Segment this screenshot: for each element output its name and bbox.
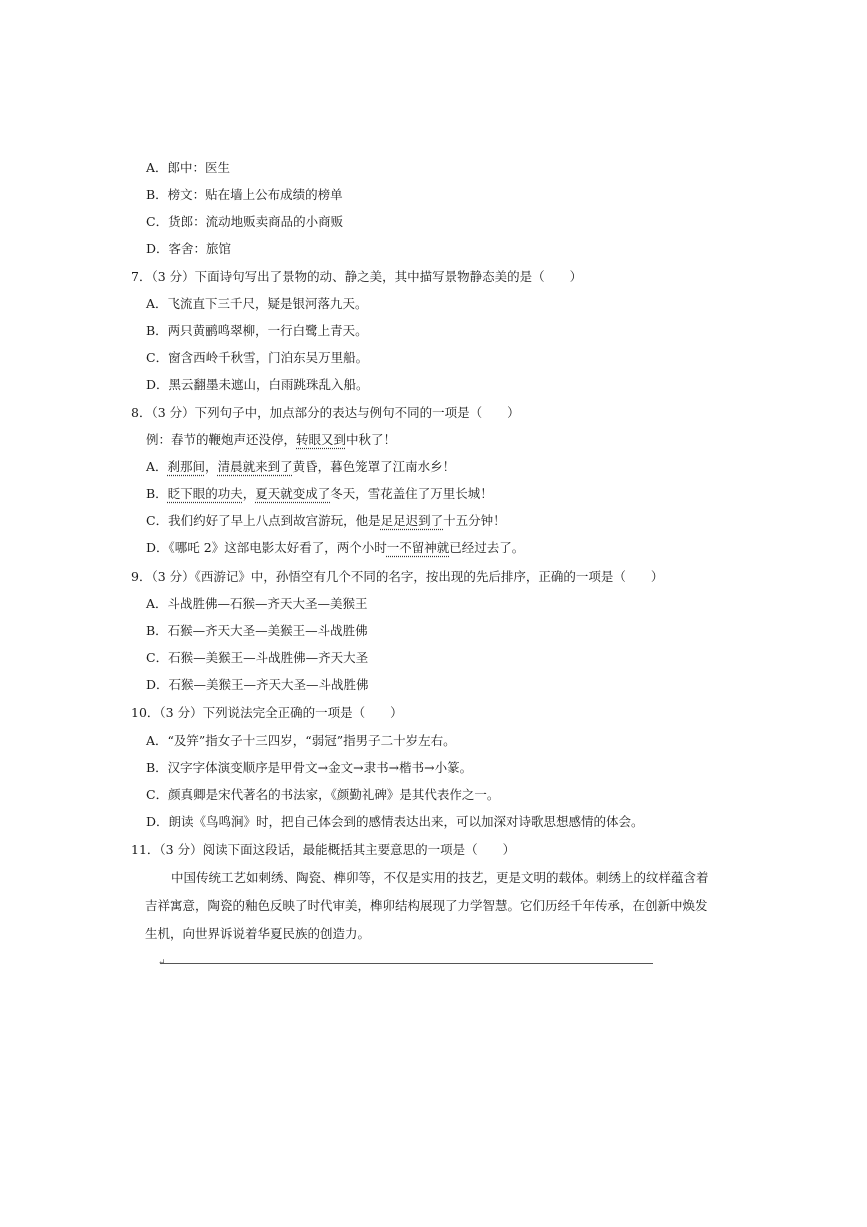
q8-option-c [146,513,506,529]
q8-option-b [146,486,493,502]
q8-option-c-prefix: C．我们约好了早上八点到故宫游玩，他是 [146,513,381,528]
q8-example-post: 中秋了！ [346,432,397,447]
q7-option-d: D．黑云翻墨未遮山，白雨跳珠乱入船。 [146,377,369,392]
q8-option-b-dotted-2: 夏天就变成了 [255,486,331,501]
q11-passage-line-2: 吉祥寓意，陶瓷的釉色反映了时代审美，榫卯结构展现了力学智慧。它们历经千年传承，在创新中焕发 [145,898,708,913]
q8-option-a-rest: 黄昏，暮色笼罩了江南水乡！ [292,459,456,474]
page-divider [160,963,653,964]
q9-option-b: B．石猴—齐天大圣—美猴王—斗战胜佛 [146,623,368,638]
q8-example-dotted: 转眼又到 [296,432,347,447]
q9-option-d: D．石猴—美猴王—齐天大圣—斗战胜佛 [146,677,369,692]
q11-passage-line-3: 生机，向世界诉说着华夏民族的创造力。 [145,926,371,941]
q7-option-c: C．窗含西岭千秋雪，门泊东吴万里船。 [146,350,369,365]
q7-stem: 7．（3 分）下面诗句写出了景物的动、静之美，其中描写景物静态美的是（ ） [131,269,583,284]
q10-option-c: C．颜真卿是宋代著名的书法家，《颜勤礼碑》是其代表作之一。 [146,787,500,802]
q9-option-c: C．石猴—美猴王—斗战胜佛—齐天大圣 [146,650,369,665]
q10-option-b: B．汉字字体演变顺序是甲骨文→金文→隶书→楷书→小篆。 [146,760,473,775]
q7-option-a: A．飞流直下三千尺，疑是银河落九天。 [146,296,368,311]
q11-stem: 11．（3 分）阅读下面这段话，最能概括其主要意思的一项是（ ） [131,842,516,857]
q8-option-d-prefix: D．《哪吒 2》这部电影太好看了，两个小时 [146,540,387,555]
q8-option-b-mid: ， [242,486,256,501]
q7-option-b: B．两只黄鹂鸣翠柳，一行白鹭上青天。 [146,323,368,338]
q8-stem: 8．（3 分）下列句子中，加点部分的表达与例句不同的一项是（ ） [131,405,520,420]
q8-option-d-rest: 已经过去了。 [449,540,525,555]
q8-option-a-dotted-2: 清晨就来到了 [217,459,293,474]
q8-option-b-dotted-1: 眨下眼的功夫 [167,486,243,501]
q8-option-b-prefix: B． [146,486,168,501]
q6-option-a: A．郎中：医生 [146,160,231,175]
q11-passage-line-1: 中国传统工艺如刺绣、陶瓷、榫卯等，不仅是实用的技艺，更是文明的载体。刺绣上的纹样蕴含着 [171,870,709,885]
q6-option-d: D．客舍：旅馆 [146,241,232,256]
q8-option-a-mid: ， [205,459,218,474]
q10-stem: 10．（3 分）下列说法完全正确的一项是（ ） [131,705,403,720]
q8-example [146,432,396,448]
q8-option-c-dotted: 足足迟到了 [380,513,444,528]
q8-option-a-dotted-1: 刹那间 [167,459,206,474]
q8-example-pre: 例：春节的鞭炮声还没停， [146,432,297,447]
q8-option-a-prefix: A． [146,459,168,474]
q6-option-b: B．榜文：贴在墙上公布成绩的榜单 [146,187,343,202]
q9-option-a: A．斗战胜佛—石猴—齐天大圣—美猴王 [146,596,368,611]
q10-option-d: D．朗读《鸟鸣涧》时，把自己体会到的感情表达出来，可以加深对诗歌思想感情的体会。 [146,814,644,829]
q8-option-b-rest: 冬天，雪花盖住了万里长城！ [330,486,493,501]
q8-option-d [146,540,524,556]
return-mark-icon: ↵ [158,958,166,968]
q8-option-a [146,459,455,475]
q9-stem: 9．（3 分）《西游记》中，孙悟空有几个不同的名字，按出现的先后排序，正确的一项是（ ） [131,569,664,584]
q6-option-c: C．货郎：流动地贩卖商品的小商贩 [146,214,344,229]
q10-option-a: A．“及笄”指女子十三四岁，“弱冠”指男子二十岁左右。 [146,733,456,748]
q8-option-c-rest: 十五分钟！ [443,513,506,528]
q8-option-d-dotted: 一不留神就 [386,540,450,555]
